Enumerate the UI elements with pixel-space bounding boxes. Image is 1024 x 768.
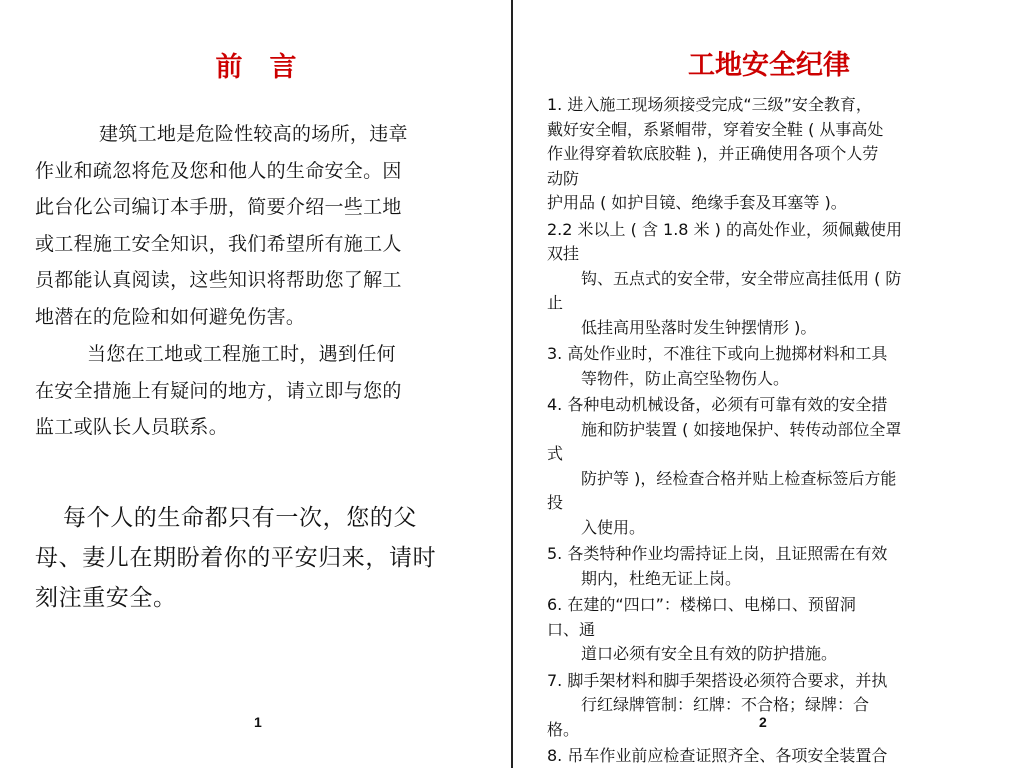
- rule-line: 6. 在建的“四口”：楼梯口、电梯口、预留洞: [547, 595, 856, 614]
- rule-line: 止: [547, 293, 564, 312]
- rule-line: 低挂高用坠落时发生钟摆情形 )。: [581, 317, 817, 337]
- rule-line: 期内，杜绝无证上岗。: [581, 568, 742, 588]
- safety-rules-list: [547, 93, 987, 768]
- text-line: 当您在工地或工程施工时，遇到任何: [87, 343, 396, 365]
- rule-line: 施和防护装置 ( 如接地保护、转传动部位全罩: [581, 419, 902, 439]
- rule-item: [547, 342, 987, 391]
- text-line: 员都能认真阅读，这些知识将帮助您了解工: [35, 269, 402, 291]
- page-number-right: 2: [759, 714, 767, 730]
- rule-line: 入使用。: [581, 517, 646, 537]
- text-line: 作业和疏忽将危及您和他人的生命安全。因: [35, 159, 402, 182]
- rule-line: 作业得穿着软底胶鞋 )，并正确使用各项个人劳: [547, 144, 879, 163]
- rule-line: 口、通: [547, 619, 596, 639]
- rule-line: 行红绿牌管制：红牌：不合格；绿牌：合: [581, 695, 870, 714]
- text-line: 此台化公司编订本手册，简要介绍一些工地: [35, 196, 402, 218]
- rule-line: 护用品 ( 如护目镜、绝缘手套及耳塞等 )。: [547, 193, 847, 212]
- rule-line: 5. 各类特种作业均需持证上岗，且证照需在有效: [547, 544, 888, 563]
- text-line: 每个人的生命都只有一次，您的父: [63, 505, 417, 531]
- rule-item: [547, 93, 987, 216]
- safety-motto: [35, 498, 485, 618]
- rule-line: 4. 各种电动机械设备，必须有可靠有效的安全措: [547, 395, 888, 414]
- right-page: [514, 0, 1024, 768]
- preface-paragraph-1: [35, 116, 475, 335]
- rule-item: [547, 593, 987, 667]
- rule-line: 8. 吊车作业前应检查证照齐全、各项安全装置合: [547, 746, 888, 765]
- text-line: 监工或队长人员联系。: [35, 416, 229, 438]
- rule-line: 钩、五点式的安全带，安全带应高挂低用 ( 防: [581, 268, 902, 288]
- rule-item: [547, 218, 987, 341]
- rule-line: 3. 高处作业时，不准往下或向上抛掷材料和工具: [547, 344, 888, 363]
- text-line: 刻注重安全。: [35, 585, 177, 611]
- rule-line: 戴好安全帽，系紧帽带，穿着安全鞋 ( 从事高处: [547, 119, 884, 139]
- text-line: 地潜在的危险和如何避免伤害。: [35, 305, 306, 328]
- rule-line: 等物件，防止高空坠物伤人。: [581, 368, 790, 388]
- rule-line: 1. 进入施工现场须接受完成“三级”安全教育，: [547, 95, 872, 114]
- text-line: 或工程施工安全知识，我们希望所有施工人: [35, 232, 402, 255]
- rule-line: 7. 脚手架材料和脚手架搭设必须符合要求，并执: [547, 670, 888, 690]
- rule-line: 防护等 )，经检查合格并贴上检查标签后方能: [581, 468, 897, 488]
- rule-line: 道口必须有安全且有效的防护措施。: [581, 644, 838, 663]
- preface-title: 前 言: [215, 52, 297, 83]
- rule-line: 双挂: [547, 244, 580, 263]
- rule-line: 格。: [547, 719, 580, 739]
- text-line: 母、妻儿在期盼着你的平安归来，请时: [35, 545, 437, 571]
- rule-item: [547, 542, 987, 591]
- rule-line: 动防: [547, 168, 580, 188]
- rule-item: [547, 669, 987, 743]
- preface-paragraph-2: [35, 336, 475, 446]
- rule-item: [547, 744, 987, 768]
- text-line: 在安全措施上有疑问的地方，请立即与您的: [35, 379, 402, 402]
- rule-line: 2.2 米以上 ( 含 1.8 米 ) 的高处作业，须佩戴使用: [547, 219, 902, 239]
- rule-item: [547, 393, 987, 540]
- page-divider: [511, 0, 513, 768]
- rule-line: 投: [547, 493, 564, 512]
- safety-rules-title: 工地安全纪律: [688, 50, 850, 81]
- rule-line: 式: [547, 444, 564, 463]
- page-number-left: 1: [254, 714, 262, 730]
- text-line: 建筑工地是危险性较高的场所，违章: [99, 123, 408, 145]
